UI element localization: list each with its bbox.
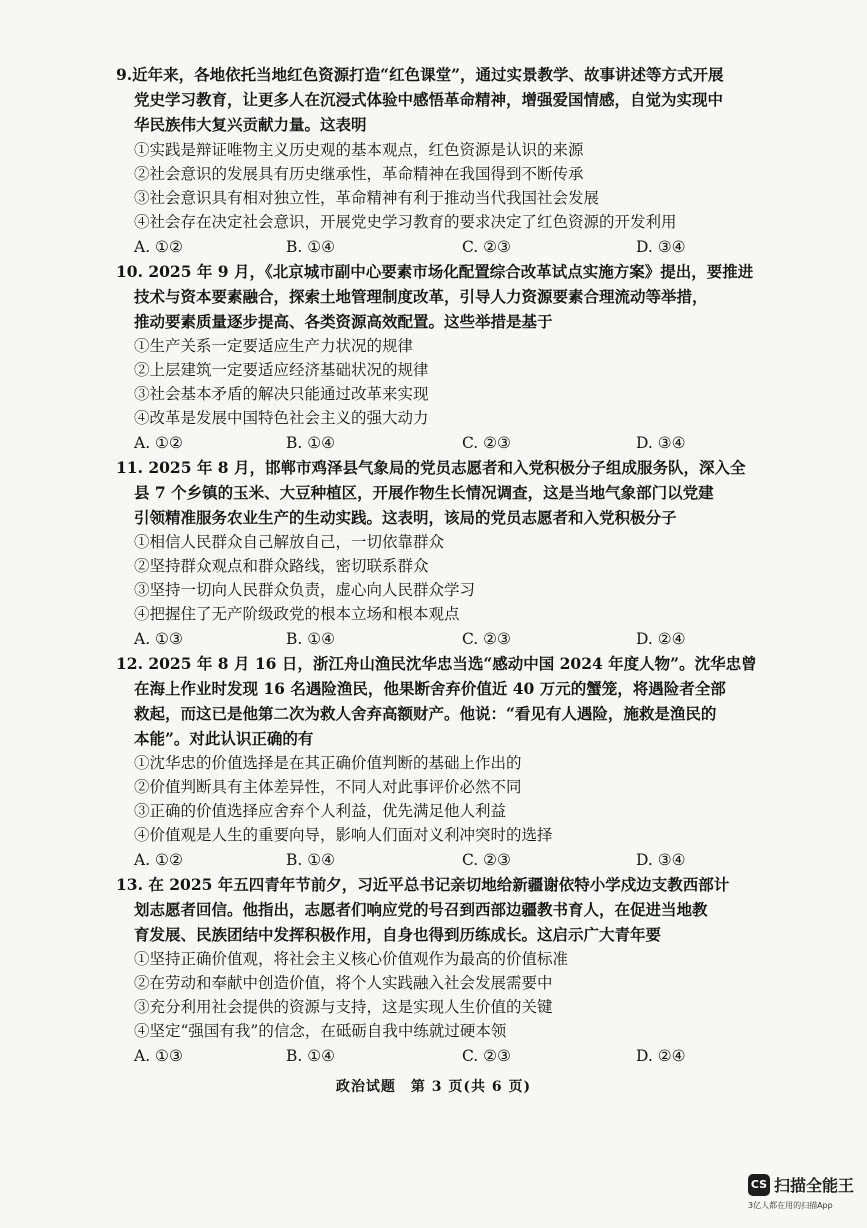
question-option: ④价值观是人生的重要向导，影响人们面对义利冲突时的选择 [134,826,553,844]
scanner-watermark [748,1172,860,1220]
answer-choice-c: C. ②③ [462,238,511,256]
answer-choice-d: D. ②④ [636,1047,686,1065]
answer-choice-a: A. ①② [134,238,183,256]
question-option: ③正确的价值选择应舍弃个人利益，优先满足他人利益 [134,802,507,820]
question-option: ②坚持群众观点和群众路线，密切联系群众 [134,557,429,575]
answer-choice-b: B. ①④ [286,434,336,452]
question-option: ③坚持一切向人民群众负责，虚心向人民群众学习 [134,581,476,599]
question-option: ①实践是辩证唯物主义历史观的基本观点，红色资源是认识的来源 [134,141,584,159]
question-option: ③社会意识具有相对独立性，革命精神有利于推动当代我国社会发展 [134,189,600,207]
answer-choice-b: B. ①④ [286,238,336,256]
question-stem-line: 党史学习教育，让更多人在沉浸式体验中感悟革命精神，增强爱国情感，自觉为实现中 [134,90,724,109]
answer-choice-c: C. ②③ [462,630,511,648]
question-option: ②上层建筑一定要适应经济基础状况的规律 [134,361,429,379]
question-stem-line: 11. 2025 年 8 月，邯郸市鸡泽县气象局的党员志愿者和入党积极分子组成服务队，深入全 [116,458,746,477]
question-stem-line: 技术与资本要素融合，探索土地管理制度改革，引导人力资源要素合理流动等举措， [134,287,708,306]
question-stem-line: 9.近年来，各地依托当地红色资源打造“红色课堂”，通过实景教学、故事讲述等方式开展 [116,65,724,84]
question-stem-line: 本能”。对此认识正确的有 [134,729,314,748]
watermark-name: 扫描全能王 [774,1176,855,1195]
question-option: ①沈华忠的价值选择是在其正确价值判断的基础上作出的 [134,754,522,772]
question-option: ②社会意识的发展具有历史继承性，革命精神在我国得到不断传承 [134,165,584,183]
question-option: ④把握住了无产阶级政党的根本立场和根本观点 [134,605,460,623]
answer-choice-c: C. ②③ [462,1047,511,1065]
answer-choice-c: C. ②③ [462,434,511,452]
question-stem-line: 育发展、民族团结中发挥积极作用，自身也得到历练成长。这启示广大青年要 [134,925,662,944]
answer-choice-a: A. ①② [134,851,183,869]
question-option: ④社会存在决定社会意识，开展党史学习教育的要求决定了红色资源的开发利用 [134,213,677,231]
question-stem-line: 引领精准服务农业生产的生动实践。这表明，该局的党员志愿者和入党积极分子 [134,508,677,527]
question-option: ④坚定“强国有我”的信念，在砥砺自我中练就过硬本领 [134,1022,507,1040]
answer-choice-d: D. ③④ [636,238,686,256]
answer-choice-d: D. ②④ [636,630,686,648]
question-stem-line: 划志愿者回信。他指出，志愿者们响应党的号召到西部边疆教书育人，在促进当地教 [134,900,708,919]
question-option: ①生产关系一定要适应生产力状况的规律 [134,337,414,355]
question-stem-line: 在海上作业时发现 16 名遇险渔民，他果断舍弃价值近 40 万元的蟹笼，将遇险者全部 [134,679,726,698]
question-option: ②价值判断具有主体差异性，不同人对此事评价必然不同 [134,778,522,796]
question-stem-line: 10. 2025 年 9 月，《北京城市副中心要素市场化配置综合改革试点实施方案》提出，要推进 [116,262,754,281]
question-stem-line: 12. 2025 年 8 月 16 日，浙江舟山渔民沈华忠当选“感动中国 2024 年度人物”。沈华忠曾 [116,654,757,673]
page-footer: 政治试题 第 3 页(共 6 页) [335,1079,532,1095]
question-stem-line: 推动要素质量逐步提高、各类资源高效配置。这些举措是基于 [134,312,553,331]
answer-choice-a: A. ①② [134,434,183,452]
answer-choice-d: D. ③④ [636,434,686,452]
question-option: ③社会基本矛盾的解决只能通过改革来实现 [134,385,429,403]
question-option: ④改革是发展中国特色社会主义的强大动力 [134,409,429,427]
watermark-tagline: 3亿人都在用的扫描App [748,1201,833,1210]
answer-choice-b: B. ①④ [286,851,336,869]
question-stem-line: 13. 在 2025 年五四青年节前夕，习近平总书记亲切地给新疆谢依特小学戍边支教西部计 [116,875,730,894]
question-option: ①相信人民群众自己解放自己，一切依靠群众 [134,533,445,551]
question-stem-line: 县 7 个乡镇的玉米、大豆种植区，开展作物生长情况调查，这是当地气象部门以党建 [134,483,714,502]
question-option: ①坚持正确价值观，将社会主义核心价值观作为最高的价值标准 [134,950,569,968]
camscanner-logo-icon: CS [748,1174,770,1196]
answer-choice-b: B. ①④ [286,1047,336,1065]
answer-choice-c: C. ②③ [462,851,511,869]
answer-choice-a: A. ①③ [134,630,183,648]
answer-choice-a: A. ①③ [134,1047,183,1065]
question-option: ③充分利用社会提供的资源与支持，这是实现人生价值的关键 [134,998,553,1016]
question-stem-line: 华民族伟大复兴贡献力量。这表明 [134,115,367,134]
answer-choice-d: D. ③④ [636,851,686,869]
answer-choice-b: B. ①④ [286,630,336,648]
question-option: ②在劳动和奉献中创造价值，将个人实践融入社会发展需要中 [134,974,553,992]
question-stem-line: 救起，而这已是他第二次为救人舍弃高额财产。他说：“看见有人遇险，施救是渔民的 [134,704,717,723]
